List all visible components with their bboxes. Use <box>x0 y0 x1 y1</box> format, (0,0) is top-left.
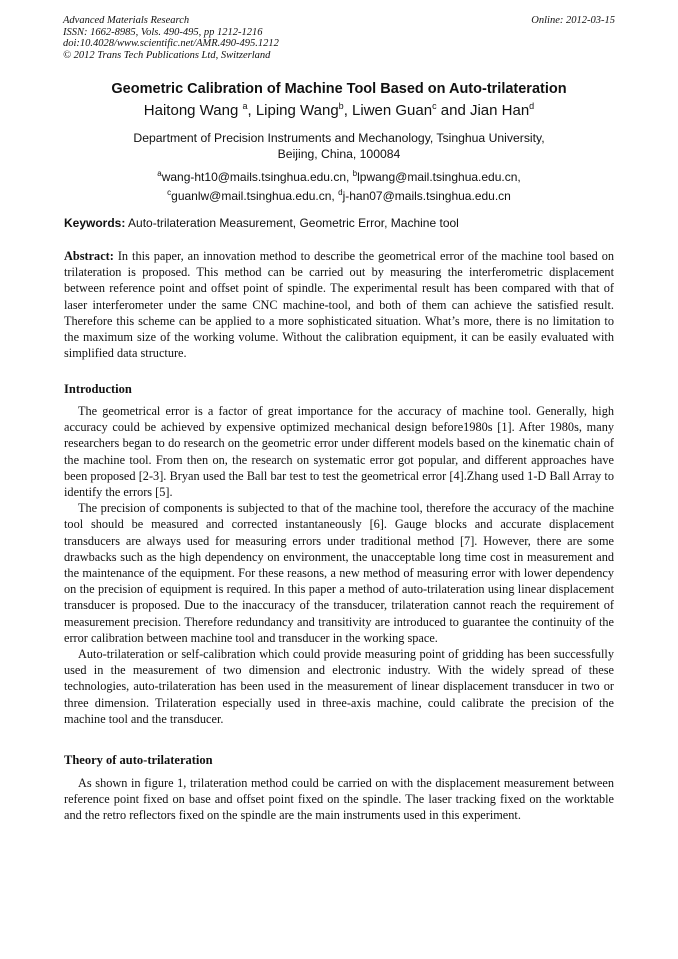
email-sup: c <box>167 188 172 197</box>
author-name: Liping Wang <box>255 102 339 119</box>
author-sup: b <box>338 101 344 111</box>
online-date: Online: 2012-03-15 <box>531 15 615 26</box>
paragraph: Auto-trilateration or self-calibration which could provide measuring point of gridding has been successfully used in the measurement of two dimension and electronic industry. With the widely spread of these technologies, auto-trilateration has been used in the measurement of linear displacement transducer in two or three dimension. Trilateration especially used in three-axis machine, could calibrate the precision of the machine tool and the transducer. <box>64 647 614 726</box>
email-sup: b <box>352 169 358 178</box>
section-heading-introduction: Introduction <box>64 382 132 396</box>
keywords-label: Keywords: <box>64 216 126 230</box>
affiliation <box>40 131 638 162</box>
author-emails <box>40 166 638 204</box>
issn-line: ISSN: 1662-8985, Vols. 490-495, pp 1212-1216 <box>63 26 263 38</box>
abstract <box>64 248 614 361</box>
paper-title: Geometric Calibration of Machine Tool Based on Auto-trilateration <box>111 81 567 97</box>
paragraph: The geometrical error is a factor of great importance for the accuracy of machine tool. Generally, high accuracy could be achieved by expensive optimized mechanical design before1980s [1]. After 1980s, many researchers began to do research on the geometric error under different models based on the kinematic chain of the machine tool. From then on, the research on systematic error got popular, and different approaches have been proposed [2-3]. Bryan used the Ball bar test to test the geometrical error [4].Zhang used 1-D Ball Array to identify the errors [5]. <box>64 404 614 500</box>
paragraph: The precision of components is subjected to that of the machine tool, therefore the accuracy of the machine tool should be measured and corrected instantaneously [6]. Gauge blocks and accurate displacement transducers are always used for measuring errors under traditional method [7]. However, there are some drawbacks such as the high dependency on environment, the unacceptable long time cost in measurement and the maintenance of the equipment. For these reasons, a new method of measuring error with lower dependency on the precision of equipment is required. In this paper a method of auto-trilateration using linear displacement transducer is proposed. Due to the inaccuracy of the transducer, trilateration cannot reach the requirement of measurement precision. Therefore redundancy and transitivity are introduced to guarantee the continuity of the error calibration between machine tool and transducer in the working space. <box>64 501 614 645</box>
copyright-line: © 2012 Trans Tech Publications Ltd, Switzerland <box>63 49 271 61</box>
affiliation-line: Beijing, China, 100084 <box>277 146 401 161</box>
email-link[interactable]: lpwang@mail.tsinghua.edu.cn, <box>357 170 521 184</box>
doi-line: doi:10.4028/www.scientific.net/AMR.490-495.1212 <box>63 38 279 49</box>
author-sep: , <box>343 102 353 119</box>
email-sup: a <box>157 169 162 178</box>
email-link[interactable]: j-han07@mails.tsinghua.edu.cn <box>342 189 511 203</box>
section-heading-theory: Theory of auto-trilateration <box>64 753 213 767</box>
email-link[interactable]: wang-ht10@mails.tsinghua.edu.cn, <box>161 170 350 184</box>
author-sep: , <box>247 102 256 119</box>
affiliation-line: Department of Precision Instruments and Mechanology, Tsinghua University, <box>133 131 545 145</box>
abstract-text: In this paper, an innovation method to describe the geometrical error of the machine tool based on trilateration is proposed. This method can be carried out by measuring the interferometric displacement between reference point and offset point of spindle. The experimental result has been compared with that of laser interferometer under the same CNC machine-tool, and both of them can achieve the satisfied result. Therefore this scheme can be applied to a more sophisticated situation. What’s more, there is no limitation to the maximum size of the working volume. Without the calibration equipment, it can be easily evaluated with simplified data structure. <box>64 249 614 361</box>
author-sup: c <box>432 101 437 111</box>
author-sup: a <box>242 101 248 111</box>
journal-name: Advanced Materials Research <box>63 15 190 26</box>
author-name: Liwen Guan <box>352 102 433 119</box>
introduction-body <box>64 403 614 727</box>
author-sep: and <box>436 102 470 119</box>
keywords-text: Auto-trilateration Measurement, Geometric Error, Machine tool <box>128 216 459 230</box>
email-sup: d <box>338 188 343 197</box>
author-sup: d <box>529 101 535 111</box>
running-header <box>63 15 279 61</box>
author-list <box>40 101 638 119</box>
paragraph: As shown in figure 1, trilateration method could be carried on with the displacement measurement between reference point fixed on base and offset point fixed on the spindle. The laser tracking fixed on the worktable and the retro reflectors fixed on the spindle are the main instruments used in this experiment. <box>64 776 614 823</box>
abstract-label: Abstract: <box>64 249 114 263</box>
theory-body <box>64 775 614 824</box>
email-link[interactable]: guanlw@mail.tsinghua.edu.cn, <box>171 189 335 203</box>
author-name: Jian Han <box>469 102 530 119</box>
author-name: Haitong Wang <box>143 102 239 119</box>
keywords <box>64 216 614 230</box>
